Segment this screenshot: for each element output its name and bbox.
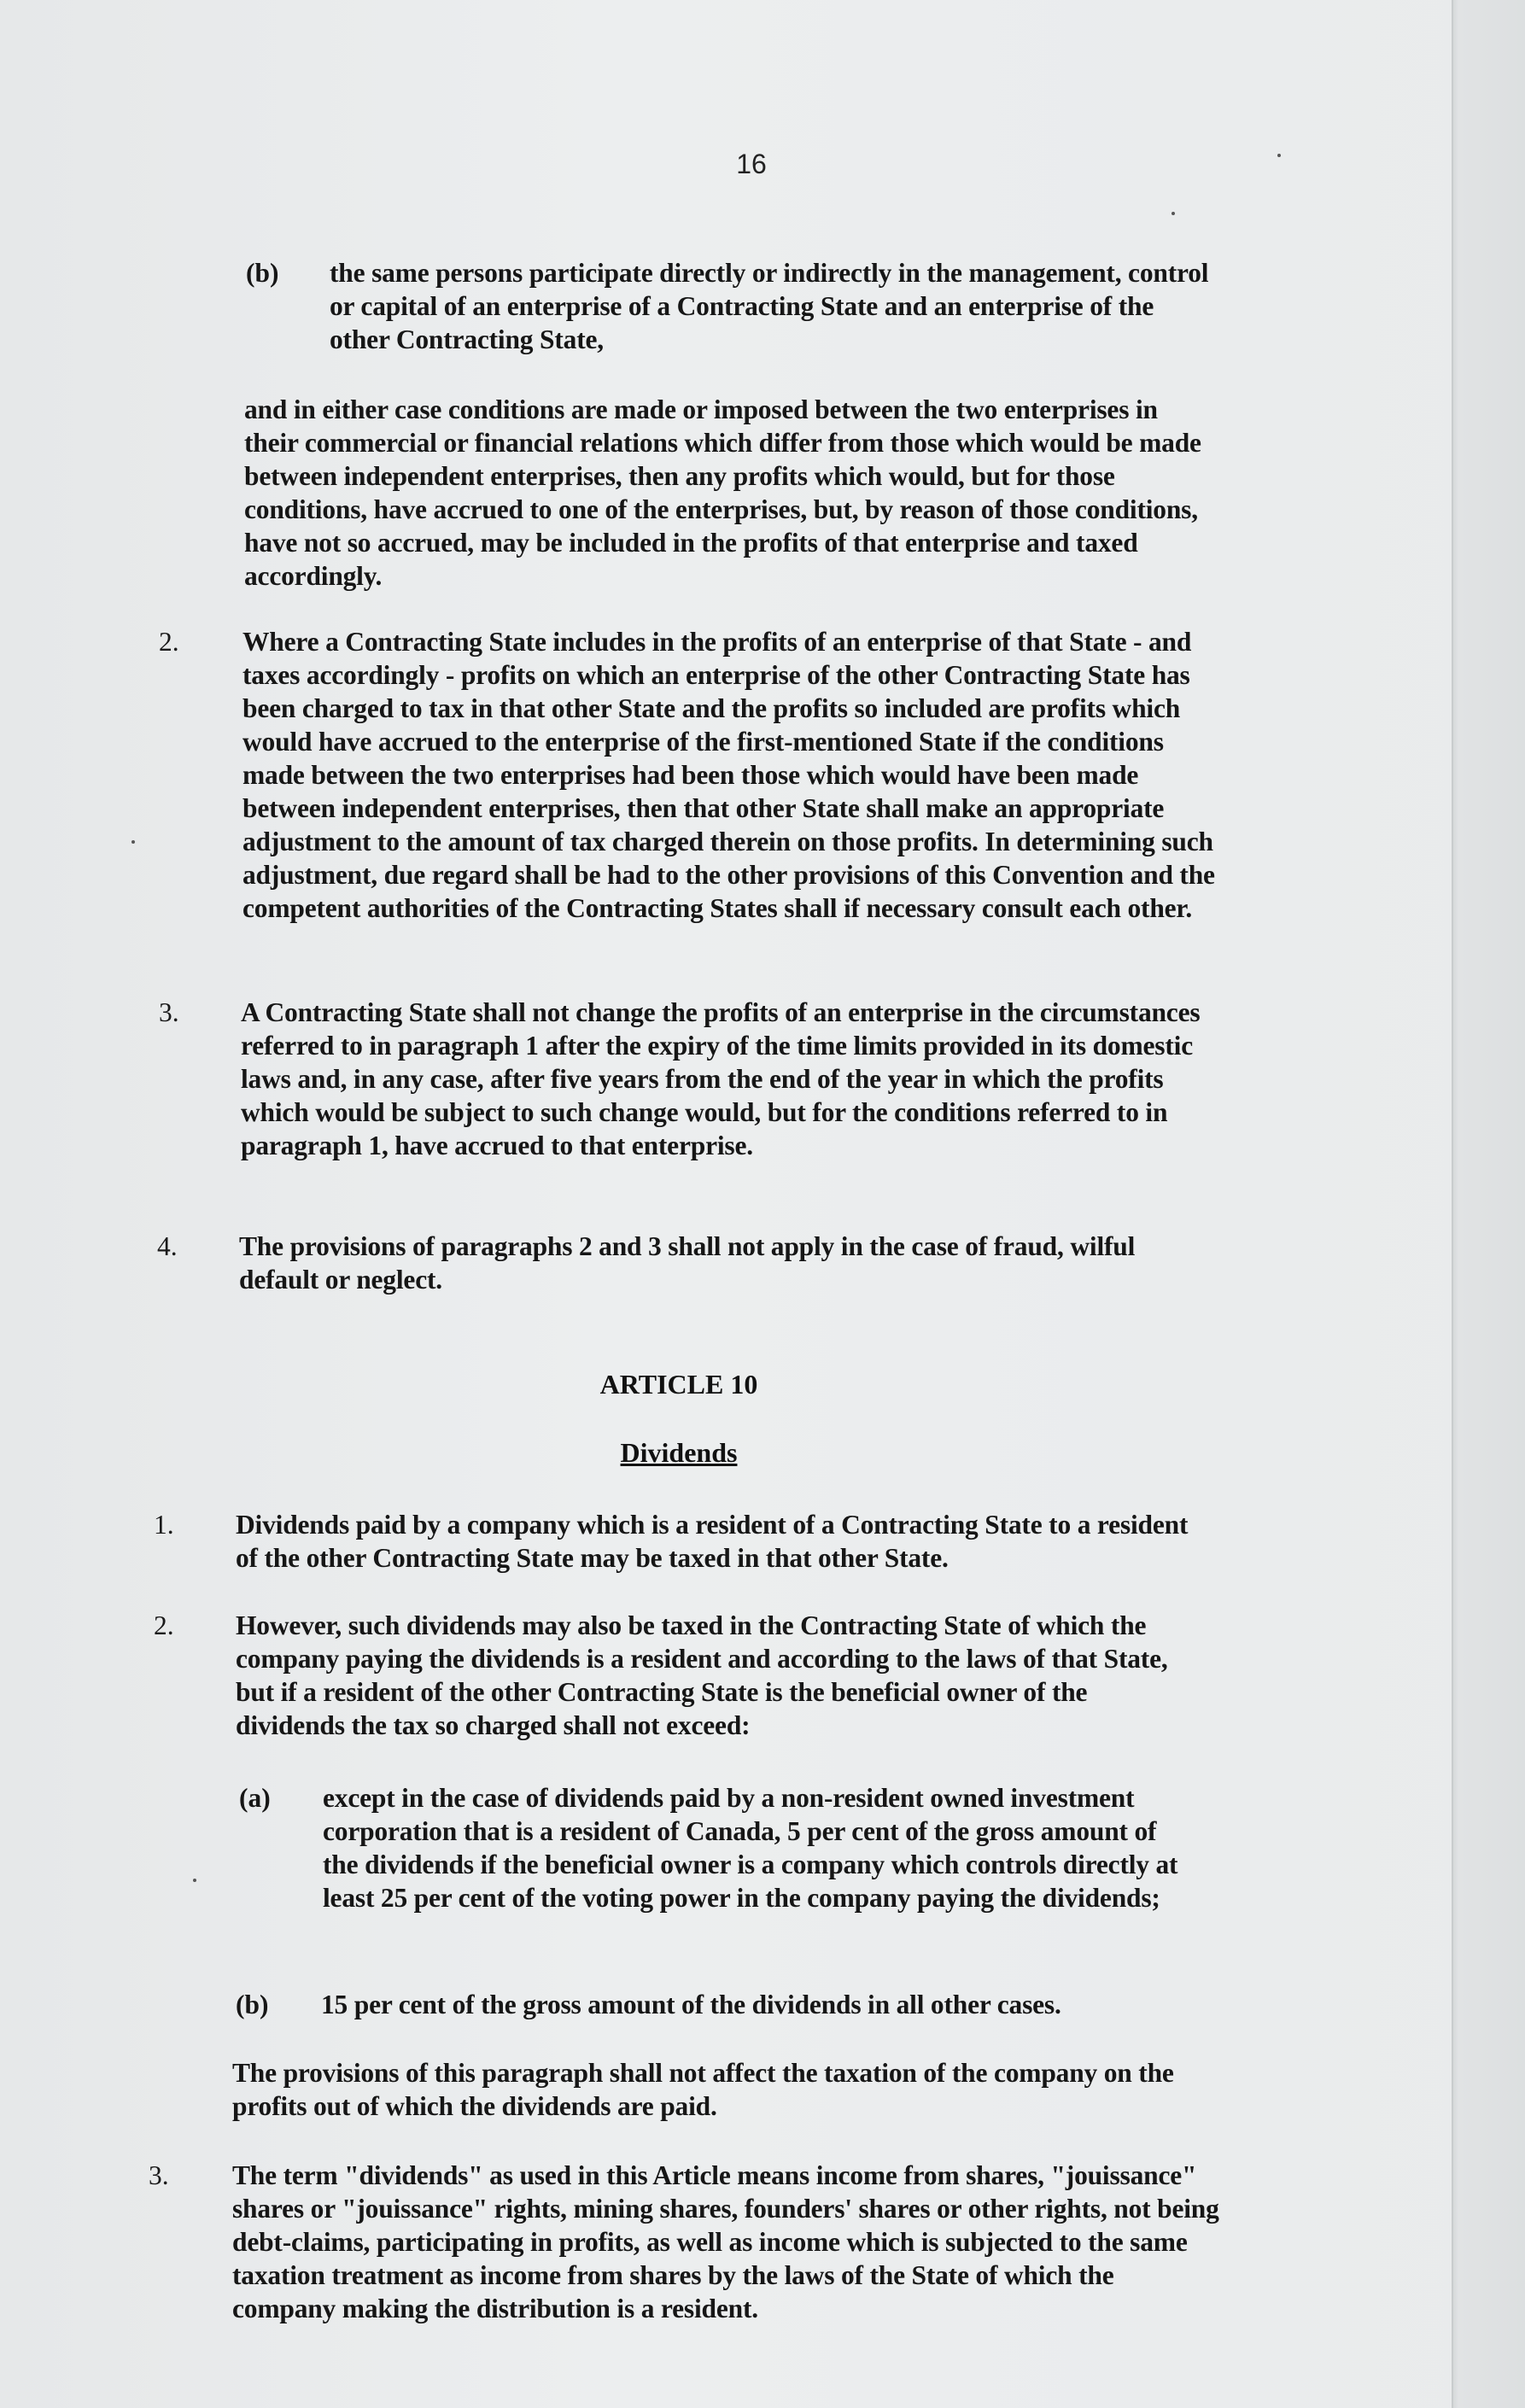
- scan-speck: [1172, 212, 1175, 215]
- paragraph-3-number: 3.: [159, 997, 179, 1027]
- paragraph-2-tail: The provisions of this paragraph shall not affect the taxation of the company on the profits out of which the dividends are paid.: [232, 2058, 1174, 2121]
- paragraph-3-text: A Contracting State shall not change the profits of an enterprise in the circumstances referred to in paragraph 1 after the expiry of the time limits provided in its domestic laws and, in any case, after five years from the end of the year in which the profits which would be subject to such change would, but for the conditions referred to in paragraph 1, have accrued to that enterprise.: [241, 997, 1201, 1160]
- page-number: 16: [736, 149, 767, 179]
- scan-speck: [1277, 154, 1281, 157]
- continuation-paragraph: and in either case conditions are made or imposed between the two enterprises in their commercial or financial relations which differ from those which would be made between independent enterprises, then any profits which would, but for those conditions, have accrued to one of the enterprises, but, by reason of those conditions, have not so accrued, may be included in the profits of that enterprise and taxed accordingly.: [244, 395, 1201, 591]
- article-paragraph-3-number: 3.: [149, 2160, 169, 2190]
- paragraph-4-text: The provisions of paragraphs 2 and 3 shall not apply in the case of fraud, wilful default or neglect.: [239, 1231, 1136, 1295]
- article-paragraph-3-text: The term "dividends" as used in this Article means income from shares, "jouissance" shares or "jouissance" rights, mining shares, founders' shares or other rights, not being debt-claims, participating in profits, as well as income which is subjected to the same taxation treatment as income from shares by the laws of the State of which the company making the distribution is a resident.: [232, 2160, 1219, 2323]
- subitem-a-label: (a): [239, 1783, 271, 1813]
- article-paragraph-2-number: 2.: [154, 1610, 174, 1640]
- item-b-label: (b): [246, 258, 279, 288]
- paragraph-4-number: 4.: [157, 1231, 178, 1261]
- article-title: ARTICLE 10: [599, 1369, 758, 1400]
- scan-speck: [193, 1879, 196, 1882]
- page-edge-shadow: [1452, 0, 1525, 2408]
- article-paragraph-1-number: 1.: [154, 1510, 174, 1540]
- subitem-a-text: except in the case of dividends paid by a non-resident owned investment corporation that is a resident of Canada, 5 per cent of the gross amount of the dividends if the beneficial owner is a company which controls directly at least 25 per cent of the voting power in the company paying the dividends;: [323, 1783, 1178, 1913]
- article-paragraph-1-text: Dividends paid by a company which is a resident of a Contracting State to a resident of the other Contracting State may be taxed in that other State.: [236, 1510, 1189, 1573]
- subitem-b-text: 15 per cent of the gross amount of the dividends in all other cases.: [321, 1990, 1061, 2019]
- item-b-text: the same persons participate directly or indirectly in the management, control or capital of an enterprise of a Contracting State and an enterprise of the other Contracting State,: [330, 258, 1209, 354]
- paragraph-2-text: Where a Contracting State includes in the profits of an enterprise of that State - and taxes accordingly - profits on which an enterprise of the other Contracting State has been charged to tax in that other State and the profits so included are profits which would have accrued to the enterprise of the first-mentioned State if the conditions made between the two enterprises had been those which would have been made between independent enterprises, then that other State shall make an appropriate adjustment to the amount of tax charged therein on those profits. In determining such adjustment, due regard shall be had to the other provisions of this Convention and the competent authorities of the Contracting States shall if necessary consult each other.: [242, 627, 1215, 923]
- scan-speck: [131, 840, 135, 844]
- subitem-b-label: (b): [236, 1990, 269, 2019]
- article-subtitle: Dividends: [620, 1437, 738, 1468]
- paragraph-2-number: 2.: [159, 627, 179, 657]
- article-paragraph-2-text: However, such dividends may also be taxed in the Contracting State of which the company paying the dividends is a resident and according to the laws of that State, but if a resident of the other Contracting State is the beneficial owner of the dividends the tax so charged shall not exceed:: [236, 1610, 1168, 1740]
